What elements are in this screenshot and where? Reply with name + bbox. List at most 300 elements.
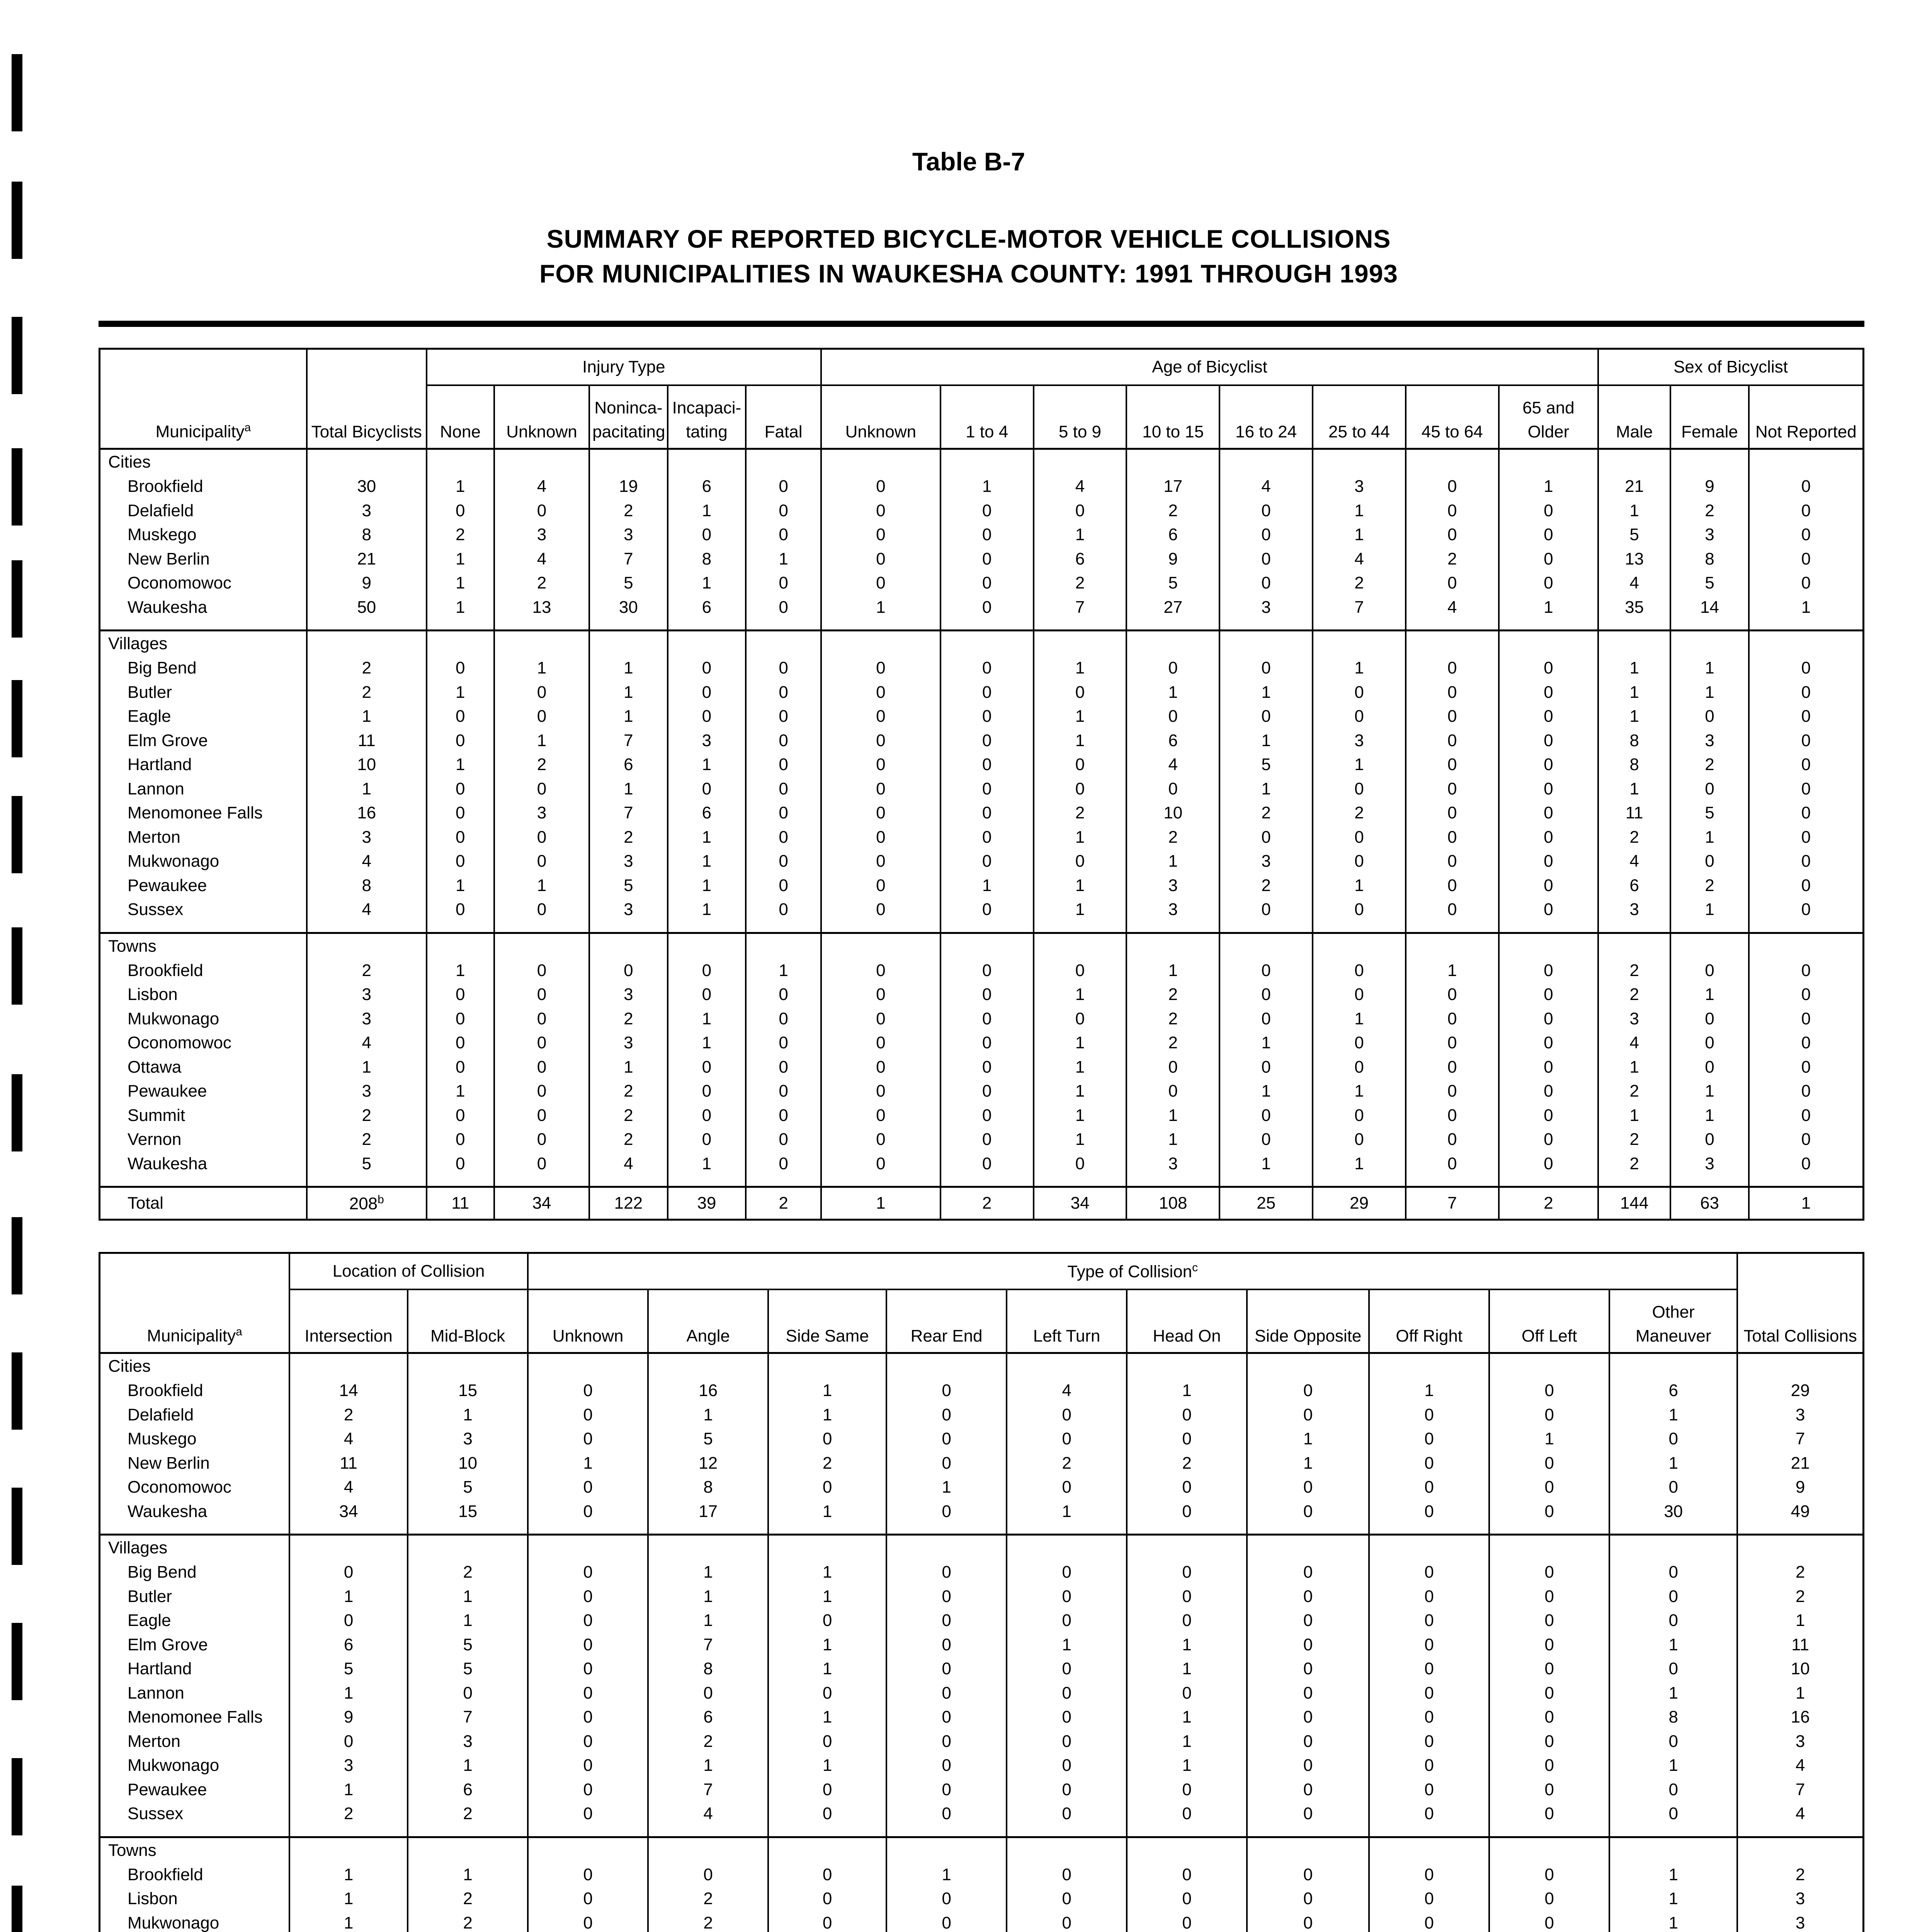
table-cell: 4: [1007, 1379, 1127, 1403]
empty-cell: [1127, 1826, 1247, 1837]
empty-cell: [1489, 1535, 1609, 1561]
table-row: [100, 1031, 1864, 1055]
table-cell: 1: [1499, 595, 1598, 620]
table-cell: 1: [1034, 1079, 1127, 1104]
municipality-name: Lisbon: [100, 983, 307, 1007]
table-cell: 0: [427, 1128, 494, 1152]
table-cell: 4: [589, 1152, 668, 1176]
table-cell: 0: [427, 777, 494, 801]
column-header: Other Maneuver: [1609, 1289, 1737, 1353]
group-header-location: Location of Collision: [289, 1253, 528, 1290]
section-label: Cities: [100, 449, 307, 475]
total-cell: 25: [1219, 1187, 1313, 1220]
table-cell: 3: [408, 1427, 528, 1451]
table-cell: 0: [1670, 777, 1749, 801]
total-row: [100, 1187, 1864, 1220]
table-cell: 3: [1126, 874, 1219, 898]
table-cell: 0: [1406, 1031, 1499, 1055]
table-cell: 0: [648, 1681, 768, 1706]
table-cell: 2: [589, 1104, 668, 1128]
table-cell: 0: [1670, 1007, 1749, 1031]
table-cell: 0: [1007, 1730, 1127, 1754]
table-cell: 0: [1007, 1427, 1127, 1451]
table-cell: 0: [289, 1730, 408, 1754]
table-cell: 3: [307, 1079, 427, 1104]
table-cell: 0: [821, 959, 940, 983]
municipality-name: Waukesha: [100, 1152, 307, 1176]
table-cell: 0: [1247, 1475, 1369, 1500]
table-cell: 0: [528, 1500, 648, 1524]
table-cell: 0: [821, 523, 940, 547]
table-cell: 0: [427, 704, 494, 729]
column-header: Left Turn: [1007, 1289, 1127, 1353]
table-cell: 0: [1609, 1778, 1737, 1802]
empty-cell: [1247, 1837, 1369, 1863]
table-cell: 0: [1247, 1403, 1369, 1427]
table-cell: 0: [1369, 1911, 1489, 1932]
table-cell: 0: [1247, 1802, 1369, 1826]
table-cell: 5: [307, 1152, 427, 1176]
total-label: Total: [100, 1187, 307, 1220]
table-cell: 0: [1247, 1657, 1369, 1681]
table-cell: 1: [668, 898, 746, 922]
table-row: [100, 849, 1864, 874]
table-row: [100, 898, 1864, 922]
empty-cell: [1219, 933, 1313, 959]
table-cell: 0: [746, 825, 821, 850]
group-header-age: Age of Bicyclist: [821, 349, 1598, 386]
empty-cell: [746, 449, 821, 475]
table-cell: 0: [1313, 777, 1406, 801]
municipality-name: Lisbon: [100, 1887, 290, 1911]
total-cell: 39: [668, 1187, 746, 1220]
empty-cell: [589, 619, 668, 631]
table-cell: 1: [289, 1887, 408, 1911]
empty-cell: [1499, 1176, 1598, 1187]
empty-cell: [1749, 449, 1864, 475]
total-cell: 7: [1406, 1187, 1499, 1220]
table-cell: 2: [1598, 1128, 1670, 1152]
table-cell: 4: [1219, 474, 1313, 499]
table-cell: 1: [1127, 1730, 1247, 1754]
table-cell: 4: [289, 1427, 408, 1451]
table-cell: 0: [886, 1560, 1007, 1585]
empty-cell: [648, 1837, 768, 1863]
table-cell: 2: [589, 499, 668, 523]
empty-cell: [1126, 619, 1219, 631]
page-title: Table B-7: [912, 147, 1026, 176]
table-cell: 3: [589, 1031, 668, 1055]
table-cell: 0: [1749, 474, 1864, 499]
total-cell: 144: [1598, 1187, 1670, 1220]
table-cell: 0: [940, 547, 1034, 571]
table-cell: 0: [821, 499, 940, 523]
table-cell: 0: [940, 849, 1034, 874]
table-cell: 3: [307, 983, 427, 1007]
binder-mark: [12, 1623, 22, 1700]
table-cell: 2: [1670, 753, 1749, 777]
table-cell: 1: [408, 1863, 528, 1887]
total-cell: 29: [1313, 1187, 1406, 1220]
table-cell: 0: [1406, 849, 1499, 874]
table-cell: 0: [940, 959, 1034, 983]
table-cell: 1: [668, 571, 746, 595]
section-gap: [100, 922, 1864, 933]
table-cell: 1: [1598, 704, 1670, 729]
table-cell: 0: [1499, 547, 1598, 571]
empty-cell: [648, 1353, 768, 1379]
table-cell: 1: [427, 474, 494, 499]
table-cell: 16: [307, 801, 427, 825]
table-cell: 0: [821, 849, 940, 874]
table-cell: 0: [494, 1152, 589, 1176]
table-cell: 0: [1369, 1585, 1489, 1609]
table-cell: 0: [1499, 898, 1598, 922]
table-cell: 0: [427, 849, 494, 874]
table-row: [100, 1560, 1864, 1585]
empty-cell: [1127, 1353, 1247, 1379]
empty-cell: [1126, 933, 1219, 959]
empty-cell: [1406, 631, 1499, 656]
table-cell: 0: [1489, 1911, 1609, 1932]
table-cell: 1: [1406, 959, 1499, 983]
table-cell: 1: [1737, 1681, 1863, 1706]
municipality-name: Menomonee Falls: [100, 1705, 290, 1730]
table-cell: 1: [1670, 825, 1749, 850]
empty-cell: [1598, 449, 1670, 475]
table-cell: 0: [1406, 680, 1499, 705]
table-cell: 0: [1749, 1104, 1864, 1128]
binder-mark: [12, 560, 22, 638]
table-cell: 0: [940, 983, 1034, 1007]
municipality-name: Pewaukee: [100, 874, 307, 898]
table-cell: 1: [589, 680, 668, 705]
table-cell: 0: [1247, 1585, 1369, 1609]
table-cell: 3: [1670, 523, 1749, 547]
table-cell: 0: [821, 571, 940, 595]
table-cell: 1: [1034, 983, 1127, 1007]
table-cell: 50: [307, 595, 427, 620]
table-cell: 0: [528, 1887, 648, 1911]
municipality-name: Eagle: [100, 704, 307, 729]
table-cell: 8: [648, 1475, 768, 1500]
section-header-row: [100, 631, 1864, 656]
table-cell: 2: [494, 571, 589, 595]
table-cell: 0: [1749, 680, 1864, 705]
table-cell: 2: [1034, 571, 1127, 595]
table-cell: 2: [408, 1802, 528, 1826]
table-row: [100, 777, 1864, 801]
empty-cell: [528, 1535, 648, 1561]
empty-cell: [427, 922, 494, 933]
table-cell: 0: [1489, 1500, 1609, 1524]
table-cell: 0: [746, 729, 821, 753]
table-cell: 4: [1598, 571, 1670, 595]
table-cell: 4: [494, 474, 589, 499]
total-cell: 122: [589, 1187, 668, 1220]
table-cell: 1: [886, 1863, 1007, 1887]
table-cell: 2: [1034, 801, 1127, 825]
binder-mark: [12, 1886, 22, 1932]
empty-cell: [1749, 922, 1864, 933]
table-cell: 0: [821, 801, 940, 825]
table-cell: 0: [1369, 1863, 1489, 1887]
table-cell: 3: [1598, 898, 1670, 922]
table-cell: 0: [1127, 1427, 1247, 1451]
table-cell: 0: [1489, 1451, 1609, 1476]
table-cell: 2: [768, 1451, 886, 1476]
binder-mark: [12, 1074, 22, 1151]
table-cell: 0: [1127, 1802, 1247, 1826]
column-header: Incapaci-tating: [668, 385, 746, 449]
table-row: [100, 1705, 1864, 1730]
empty-cell: [494, 631, 589, 656]
table-cell: 0: [1406, 729, 1499, 753]
table-cell: 0: [1007, 1403, 1127, 1427]
table-cell: 13: [494, 595, 589, 620]
table-cell: 0: [494, 704, 589, 729]
municipality-name: Butler: [100, 680, 307, 705]
table-cell: 0: [940, 825, 1034, 850]
table-cell: 0: [289, 1609, 408, 1633]
table-cell: 21: [1737, 1451, 1863, 1476]
table-row: [100, 753, 1864, 777]
table-cell: 0: [768, 1778, 886, 1802]
table-cell: 1: [408, 1403, 528, 1427]
column-header-municipality: Municipality$^a$: [100, 1289, 290, 1353]
table-cell: 0: [1499, 499, 1598, 523]
empty-cell: [821, 922, 940, 933]
table-cell: 2: [1007, 1451, 1127, 1476]
table-cell: 0: [746, 777, 821, 801]
table-cell: 1: [1126, 849, 1219, 874]
table-row: [100, 704, 1864, 729]
table-cell: 0: [668, 1079, 746, 1104]
empty-cell: [1499, 631, 1598, 656]
table-cell: 0: [746, 1152, 821, 1176]
table-cell: 0: [1670, 959, 1749, 983]
table-cell: 0: [1034, 1152, 1127, 1176]
table-cell: 0: [1609, 1657, 1737, 1681]
total-cell: 1: [821, 1187, 940, 1220]
table-row: [100, 1055, 1864, 1080]
empty-cell: [1598, 922, 1670, 933]
table-cell: 0: [1369, 1451, 1489, 1476]
table-cell: 5: [1598, 523, 1670, 547]
table-cell: 0: [1499, 777, 1598, 801]
table-cell: 0: [1127, 1560, 1247, 1585]
table-row: [100, 1007, 1864, 1031]
empty-cell: [307, 1176, 427, 1187]
table-cell: 1: [1127, 1633, 1247, 1657]
empty-cell: [668, 933, 746, 959]
table-cell: 2: [289, 1403, 408, 1427]
table-cell: 0: [1219, 1055, 1313, 1080]
empty-cell: [1499, 449, 1598, 475]
table-cell: 0: [1406, 474, 1499, 499]
empty-cell: [589, 449, 668, 475]
table-row: [100, 1500, 1864, 1524]
table-cell: 0: [1499, 1079, 1598, 1104]
table-cell: 0: [1127, 1863, 1247, 1887]
table-cell: 0: [746, 1128, 821, 1152]
total-cell: 1: [1749, 1187, 1864, 1220]
table-cell: 0: [768, 1911, 886, 1932]
table-cell: 1: [1313, 753, 1406, 777]
table-cell: 0: [886, 1633, 1007, 1657]
total-cell: 2: [940, 1187, 1034, 1220]
empty-cell: [408, 1535, 528, 1561]
empty-cell: [1598, 631, 1670, 656]
empty-cell: [668, 922, 746, 933]
empty-cell: [1034, 631, 1127, 656]
table-cell: 0: [1247, 1753, 1369, 1778]
table-cell: 1: [1313, 656, 1406, 680]
table-row: [100, 571, 1864, 595]
table-cell: 0: [668, 680, 746, 705]
table-cell: 4: [1737, 1802, 1863, 1826]
empty-cell: [1598, 1176, 1670, 1187]
table-cell: 8: [1598, 753, 1670, 777]
table-cell: 0: [668, 777, 746, 801]
table-cell: 1: [307, 1055, 427, 1080]
column-header: Total Collisions: [1737, 1289, 1863, 1353]
table-cell: 0: [1313, 1128, 1406, 1152]
table-cell: 8: [648, 1657, 768, 1681]
table-cell: 1: [1598, 680, 1670, 705]
table-cell: 6: [648, 1705, 768, 1730]
empty-cell: [1034, 933, 1127, 959]
table-cell: 0: [1369, 1887, 1489, 1911]
table-cell: 0: [746, 753, 821, 777]
binder-mark: [12, 1352, 22, 1430]
empty-cell: [940, 449, 1034, 475]
empty-cell: [427, 933, 494, 959]
table-cell: 0: [821, 474, 940, 499]
table-cell: 0: [1247, 1730, 1369, 1754]
table-cell: 1: [1247, 1427, 1369, 1451]
empty-cell: [427, 1176, 494, 1187]
table-cell: 0: [746, 1055, 821, 1080]
table-cell: 15: [408, 1379, 528, 1403]
table-cell: 1: [1609, 1753, 1737, 1778]
empty-cell: [1737, 1837, 1863, 1863]
table-cell: 1: [668, 825, 746, 850]
table-cell: 9: [1670, 474, 1749, 499]
table-row: [100, 595, 1864, 620]
table-cell: 6: [289, 1633, 408, 1657]
table-cell: 0: [1313, 898, 1406, 922]
table-cell: 0: [494, 1031, 589, 1055]
table-cell: 0: [1489, 1475, 1609, 1500]
empty-cell: [100, 619, 307, 631]
table-cell: 0: [1609, 1730, 1737, 1754]
table-cell: 3: [1737, 1403, 1863, 1427]
table-cell: 0: [821, 1079, 940, 1104]
table-cell: 0: [886, 1657, 1007, 1681]
empty-cell: [1749, 619, 1864, 631]
table-cell: 13: [1598, 547, 1670, 571]
empty-cell: [1499, 933, 1598, 959]
table-cell: 0: [1499, 1031, 1598, 1055]
municipality-name: New Berlin: [100, 547, 307, 571]
table-cell: 0: [746, 1079, 821, 1104]
table-cell: 2: [1126, 825, 1219, 850]
table-cell: 0: [1127, 1403, 1247, 1427]
municipality-name: Brookfield: [100, 959, 307, 983]
binder-mark: [12, 317, 22, 394]
table-cell: 0: [746, 849, 821, 874]
table-cell: 0: [1406, 523, 1499, 547]
empty-cell: [1670, 922, 1749, 933]
table-cell: 0: [1499, 1104, 1598, 1128]
table-cell: 1: [1126, 1128, 1219, 1152]
table-cell: 4: [1406, 595, 1499, 620]
table-cell: 1: [668, 1007, 746, 1031]
table-row: [100, 1609, 1864, 1633]
empty-cell: [1313, 631, 1406, 656]
table-cell: 0: [1369, 1609, 1489, 1633]
table-cell: 0: [821, 777, 940, 801]
table-cell: 4: [648, 1802, 768, 1826]
section-header-row: [100, 1535, 1864, 1561]
empty-cell: [1670, 1176, 1749, 1187]
column-header: Noninca-pacitating: [589, 385, 668, 449]
municipality-name: New Berlin: [100, 1451, 290, 1476]
table-cell: 29: [1737, 1379, 1863, 1403]
table-cell: 0: [1670, 849, 1749, 874]
empty-cell: [289, 1837, 408, 1863]
table-cell: 0: [1034, 1007, 1127, 1031]
table-cell: 0: [1749, 753, 1864, 777]
table-cell: 0: [1499, 1007, 1598, 1031]
table-cell: 0: [1489, 1560, 1609, 1585]
table-cell: 0: [1127, 1911, 1247, 1932]
municipality-name: Elm Grove: [100, 729, 307, 753]
table-cell: 2: [307, 656, 427, 680]
table-cell: 0: [886, 1403, 1007, 1427]
table-cell: 0: [1219, 656, 1313, 680]
empty-cell: [589, 933, 668, 959]
table-cell: 0: [821, 680, 940, 705]
municipality-name: Lannon: [100, 1681, 290, 1706]
table-cell: 0: [886, 1427, 1007, 1451]
table-cell: 0: [1499, 571, 1598, 595]
table-cell: 1: [1219, 1031, 1313, 1055]
table-cell: 2: [589, 825, 668, 850]
table-cell: 1: [668, 1152, 746, 1176]
table-cell: 0: [1749, 1031, 1864, 1055]
table-cell: 0: [768, 1802, 886, 1826]
empty-cell: [289, 1826, 408, 1837]
table-cell: 1: [768, 1585, 886, 1609]
table-cell: 0: [1406, 777, 1499, 801]
empty-cell: [1007, 1524, 1127, 1535]
table-cell: 0: [427, 729, 494, 753]
table-cell: 3: [1313, 729, 1406, 753]
municipality-name: Brookfield: [100, 1863, 290, 1887]
table-cell: 0: [940, 1007, 1034, 1031]
table-cell: 14: [289, 1379, 408, 1403]
table-cell: 0: [1406, 801, 1499, 825]
empty-cell: [1598, 619, 1670, 631]
table-cell: 0: [821, 1031, 940, 1055]
table-cell: 0: [528, 1681, 648, 1706]
table-cell: 30: [307, 474, 427, 499]
empty-cell: [768, 1524, 886, 1535]
table-cell: 0: [1247, 1500, 1369, 1524]
binder-mark: [12, 448, 22, 526]
